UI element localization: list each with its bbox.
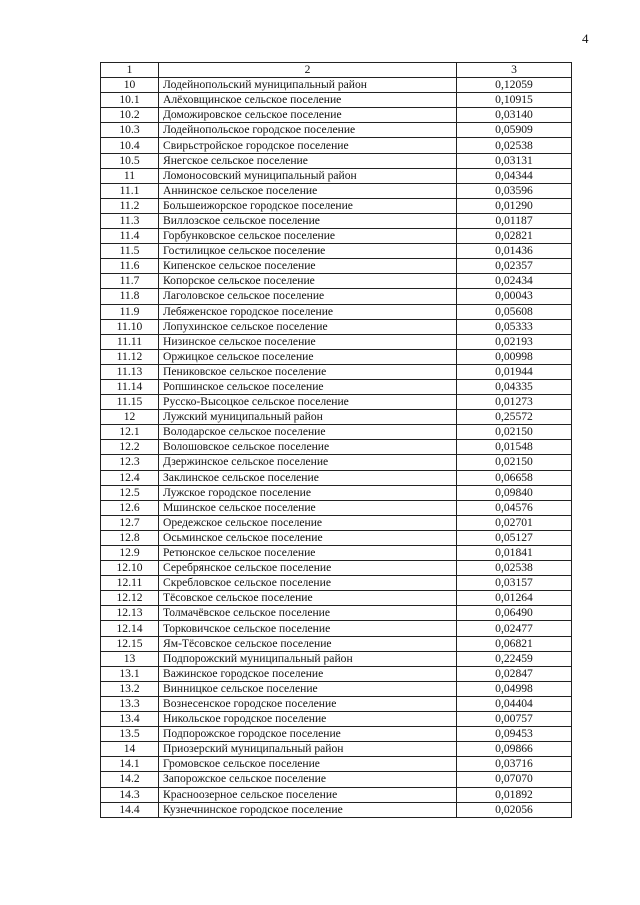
coefficient-value: 0,02538 xyxy=(457,561,572,576)
municipality-name: Кипенское сельское поселение xyxy=(159,259,457,274)
municipality-name: Гостилицкое сельское поселение xyxy=(159,244,457,259)
municipality-name: Большеижорское городское поселение xyxy=(159,198,457,213)
table-row xyxy=(101,289,572,304)
coefficient-value: 0,01290 xyxy=(457,198,572,213)
municipality-name: Володарское сельское поселение xyxy=(159,425,457,440)
coefficient-value: 0,02193 xyxy=(457,334,572,349)
coefficient-value: 0,05333 xyxy=(457,319,572,334)
coefficient-value: 0,12059 xyxy=(457,78,572,93)
coefficient-value: 0,00998 xyxy=(457,349,572,364)
row-number: 13 xyxy=(101,651,159,666)
table-header-row xyxy=(101,63,572,78)
coefficient-value: 0,07070 xyxy=(457,772,572,787)
table-row xyxy=(101,666,572,681)
coefficient-value: 0,01187 xyxy=(457,213,572,228)
coefficient-value: 0,02434 xyxy=(457,274,572,289)
table-row xyxy=(101,651,572,666)
table-row xyxy=(101,153,572,168)
municipality-name: Виллозское сельское поселение xyxy=(159,213,457,228)
municipality-name: Лаголовское сельское поселение xyxy=(159,289,457,304)
municipality-name: Серебрянское сельское поселение xyxy=(159,561,457,576)
row-number: 11.6 xyxy=(101,259,159,274)
coefficient-value: 0,22459 xyxy=(457,651,572,666)
row-number: 12.10 xyxy=(101,561,159,576)
row-number: 14 xyxy=(101,742,159,757)
coefficient-value: 0,02821 xyxy=(457,229,572,244)
row-number: 14.3 xyxy=(101,787,159,802)
municipality-name: Заклинское сельское поселение xyxy=(159,470,457,485)
table-row xyxy=(101,455,572,470)
municipality-name: Оредежское сельское поселение xyxy=(159,515,457,530)
table-row xyxy=(101,576,572,591)
row-number: 12.6 xyxy=(101,500,159,515)
table-row xyxy=(101,229,572,244)
table-row xyxy=(101,213,572,228)
row-number: 11.14 xyxy=(101,379,159,394)
municipal-coefficients-table xyxy=(100,62,572,818)
table-row xyxy=(101,681,572,696)
row-number: 10.3 xyxy=(101,123,159,138)
coefficient-value: 0,06821 xyxy=(457,636,572,651)
coefficient-value: 0,02056 xyxy=(457,802,572,817)
row-number: 12.9 xyxy=(101,546,159,561)
row-number: 11.2 xyxy=(101,198,159,213)
table-row xyxy=(101,304,572,319)
municipality-name: Доможировское сельское поселение xyxy=(159,108,457,123)
municipality-name: Свирьстройское городское поселение xyxy=(159,138,457,153)
table-row xyxy=(101,757,572,772)
table-row xyxy=(101,259,572,274)
row-number: 11.4 xyxy=(101,229,159,244)
municipality-name: Дзержинское сельское поселение xyxy=(159,455,457,470)
table-row xyxy=(101,802,572,817)
row-number: 11 xyxy=(101,168,159,183)
coefficient-value: 0,01273 xyxy=(457,395,572,410)
row-number: 13.2 xyxy=(101,681,159,696)
table-row xyxy=(101,742,572,757)
row-number: 10.4 xyxy=(101,138,159,153)
coefficient-value: 0,01436 xyxy=(457,244,572,259)
municipality-name: Ям-Тёсовское сельское поселение xyxy=(159,636,457,651)
municipality-name: Вознесенское городское поселение xyxy=(159,696,457,711)
municipality-name: Лужское городское поселение xyxy=(159,485,457,500)
table-row xyxy=(101,410,572,425)
row-number: 12.12 xyxy=(101,591,159,606)
table-row xyxy=(101,425,572,440)
municipality-name: Ломоносовский муниципальный район xyxy=(159,168,457,183)
coefficient-value: 0,10915 xyxy=(457,93,572,108)
coefficient-value: 0,02150 xyxy=(457,455,572,470)
municipality-name: Лопухинское сельское поселение xyxy=(159,319,457,334)
coefficient-value: 0,09866 xyxy=(457,742,572,757)
table-row xyxy=(101,561,572,576)
municipality-name: Приозерский муниципальный район xyxy=(159,742,457,757)
table-row xyxy=(101,244,572,259)
column-header: 1 xyxy=(101,63,159,78)
row-number: 12.1 xyxy=(101,425,159,440)
row-number: 12.13 xyxy=(101,606,159,621)
municipality-name: Важинское городское поселение xyxy=(159,666,457,681)
table-row xyxy=(101,364,572,379)
coefficient-value: 0,02701 xyxy=(457,515,572,530)
row-number: 11.10 xyxy=(101,319,159,334)
row-number: 12.4 xyxy=(101,470,159,485)
municipality-name: Лодейнопольский муниципальный район xyxy=(159,78,457,93)
municipality-name: Никольское городское поселение xyxy=(159,712,457,727)
table-row xyxy=(101,198,572,213)
row-number: 12.8 xyxy=(101,530,159,545)
coefficient-value: 0,04998 xyxy=(457,681,572,696)
coefficient-value: 0,04576 xyxy=(457,500,572,515)
table-row xyxy=(101,440,572,455)
row-number: 11.12 xyxy=(101,349,159,364)
row-number: 14.1 xyxy=(101,757,159,772)
coefficient-value: 0,05127 xyxy=(457,530,572,545)
municipality-name: Скребловское сельское поселение xyxy=(159,576,457,591)
coefficient-value: 0,05909 xyxy=(457,123,572,138)
coefficient-value: 0,03131 xyxy=(457,153,572,168)
coefficient-value: 0,01264 xyxy=(457,591,572,606)
table-row xyxy=(101,334,572,349)
table-row xyxy=(101,515,572,530)
coefficient-value: 0,02150 xyxy=(457,425,572,440)
row-number: 11.13 xyxy=(101,364,159,379)
column-header: 3 xyxy=(457,63,572,78)
coefficient-value: 0,02477 xyxy=(457,621,572,636)
table-row xyxy=(101,123,572,138)
row-number: 11.8 xyxy=(101,289,159,304)
coefficient-value: 0,02538 xyxy=(457,138,572,153)
row-number: 11.5 xyxy=(101,244,159,259)
municipality-name: Аннинское сельское поселение xyxy=(159,183,457,198)
row-number: 10 xyxy=(101,78,159,93)
coefficient-value: 0,04404 xyxy=(457,696,572,711)
table-row xyxy=(101,93,572,108)
table-row xyxy=(101,500,572,515)
municipality-name: Русско-Высоцкое сельское поселение xyxy=(159,395,457,410)
row-number: 13.4 xyxy=(101,712,159,727)
coefficient-value: 0,00043 xyxy=(457,289,572,304)
row-number: 11.15 xyxy=(101,395,159,410)
coefficient-value: 0,25572 xyxy=(457,410,572,425)
row-number: 10.2 xyxy=(101,108,159,123)
coefficient-value: 0,09453 xyxy=(457,727,572,742)
table-row xyxy=(101,470,572,485)
table-row xyxy=(101,606,572,621)
table-row xyxy=(101,274,572,289)
table-row xyxy=(101,591,572,606)
table-row xyxy=(101,108,572,123)
row-number: 12.14 xyxy=(101,621,159,636)
row-number: 12.7 xyxy=(101,515,159,530)
table-row xyxy=(101,138,572,153)
row-number: 12.11 xyxy=(101,576,159,591)
table-row xyxy=(101,78,572,93)
municipality-name: Янегское сельское поселение xyxy=(159,153,457,168)
municipality-name: Низинское сельское поселение xyxy=(159,334,457,349)
row-number: 12.2 xyxy=(101,440,159,455)
row-number: 12.5 xyxy=(101,485,159,500)
municipality-name: Оржицкое сельское поселение xyxy=(159,349,457,364)
table-row xyxy=(101,696,572,711)
row-number: 11.3 xyxy=(101,213,159,228)
page-number: 4 xyxy=(582,31,589,46)
row-number: 13.3 xyxy=(101,696,159,711)
municipality-name: Копорское сельское поселение xyxy=(159,274,457,289)
row-number: 13.1 xyxy=(101,666,159,681)
coefficient-value: 0,01841 xyxy=(457,546,572,561)
table-row xyxy=(101,621,572,636)
municipality-name: Подпорожское городское поселение xyxy=(159,727,457,742)
table-row xyxy=(101,712,572,727)
coefficient-value: 0,01944 xyxy=(457,364,572,379)
table-row xyxy=(101,379,572,394)
table-row xyxy=(101,168,572,183)
coefficient-value: 0,02847 xyxy=(457,666,572,681)
municipality-name: Толмачёвское сельское поселение xyxy=(159,606,457,621)
municipality-name: Ретюнское сельское поселение xyxy=(159,546,457,561)
table-row xyxy=(101,530,572,545)
municipality-name: Кузнечнинское городское поселение xyxy=(159,802,457,817)
table-row xyxy=(101,636,572,651)
coefficient-value: 0,03596 xyxy=(457,183,572,198)
coefficient-value: 0,03140 xyxy=(457,108,572,123)
municipality-name: Подпорожский муниципальный район xyxy=(159,651,457,666)
municipality-name: Красноозерное сельское поселение xyxy=(159,787,457,802)
row-number: 12 xyxy=(101,410,159,425)
coefficient-value: 0,05608 xyxy=(457,304,572,319)
municipality-name: Алёховщинское сельское поселение xyxy=(159,93,457,108)
row-number: 10.1 xyxy=(101,93,159,108)
municipality-name: Лебяженское городское поселение xyxy=(159,304,457,319)
row-number: 13.5 xyxy=(101,727,159,742)
municipality-name: Тёсовское сельское поселение xyxy=(159,591,457,606)
municipality-name: Пениковское сельское поселение xyxy=(159,364,457,379)
table-row xyxy=(101,727,572,742)
table-row xyxy=(101,772,572,787)
row-number: 14.4 xyxy=(101,802,159,817)
row-number: 12.15 xyxy=(101,636,159,651)
row-number: 11.1 xyxy=(101,183,159,198)
municipality-name: Мшинское сельское поселение xyxy=(159,500,457,515)
municipality-name: Лодейнопольское городское поселение xyxy=(159,123,457,138)
row-number: 11.7 xyxy=(101,274,159,289)
municipality-name: Лужский муниципальный район xyxy=(159,410,457,425)
coefficient-value: 0,09840 xyxy=(457,485,572,500)
coefficient-value: 0,03157 xyxy=(457,576,572,591)
municipality-name: Торковичское сельское поселение xyxy=(159,621,457,636)
table-row xyxy=(101,183,572,198)
table-row xyxy=(101,349,572,364)
municipality-name: Запорожское сельское поселение xyxy=(159,772,457,787)
coefficient-value: 0,06490 xyxy=(457,606,572,621)
municipality-name: Громовское сельское поселение xyxy=(159,757,457,772)
municipality-name: Ропшинское сельское поселение xyxy=(159,379,457,394)
municipality-name: Винницкое сельское поселение xyxy=(159,681,457,696)
row-number: 10.5 xyxy=(101,153,159,168)
table-row xyxy=(101,319,572,334)
row-number: 11.11 xyxy=(101,334,159,349)
coefficient-value: 0,04344 xyxy=(457,168,572,183)
coefficient-value: 0,02357 xyxy=(457,259,572,274)
municipality-name: Горбунковское сельское поселение xyxy=(159,229,457,244)
table-row xyxy=(101,485,572,500)
coefficient-value: 0,06658 xyxy=(457,470,572,485)
column-header: 2 xyxy=(159,63,457,78)
table-row xyxy=(101,546,572,561)
coefficient-value: 0,01548 xyxy=(457,440,572,455)
row-number: 12.3 xyxy=(101,455,159,470)
municipality-name: Волошовское сельское поселение xyxy=(159,440,457,455)
municipality-name: Осьминское сельское поселение xyxy=(159,530,457,545)
coefficient-value: 0,01892 xyxy=(457,787,572,802)
coefficient-value: 0,00757 xyxy=(457,712,572,727)
row-number: 14.2 xyxy=(101,772,159,787)
coefficient-value: 0,04335 xyxy=(457,379,572,394)
table-row xyxy=(101,787,572,802)
row-number: 11.9 xyxy=(101,304,159,319)
coefficient-value: 0,03716 xyxy=(457,757,572,772)
table-row xyxy=(101,395,572,410)
